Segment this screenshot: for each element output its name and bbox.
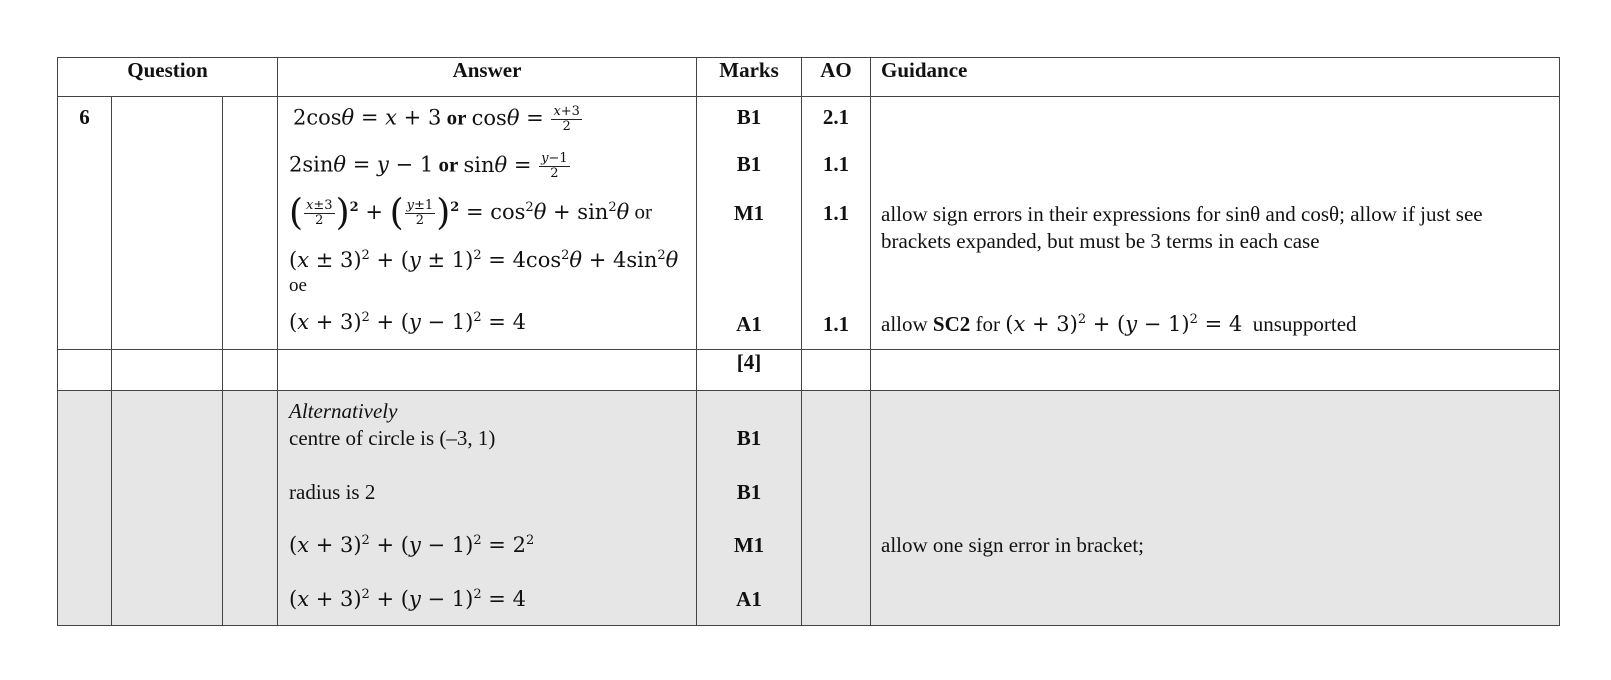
alternative-answer-cell (278, 391, 697, 626)
answer-line-1: 2cosθ = x + 3 or cosθ = $\frac{x+3}{2}$ (293, 104, 580, 134)
total-marks: [4] (697, 350, 802, 391)
answer-oe: oe (289, 275, 307, 296)
alt-mark-4: A1 (736, 587, 762, 611)
answer-line-4: $(x \pm 3)^2 + (y \pm 1)^2 = 4\cos^2\theta + 4\sin^2\theta$ (289, 248, 679, 272)
alternative-radius: radius is 2 (289, 480, 376, 504)
total-row (58, 350, 1560, 391)
answer-header: Answer (278, 58, 697, 97)
answer-line-3: ( $\frac{x\pm 3}{2}$ )$^2$ + ( $\frac{y\pm 1}{2}$ )$^2 = \cos^2\theta + \sin^2\theta$ or (289, 192, 653, 233)
alternative-heading: Alternatively (289, 399, 398, 423)
alternative-guidance-cell (871, 391, 1560, 626)
mark-3: M1 (733, 201, 765, 225)
marks-cell (697, 97, 802, 350)
mark-1: B1 (736, 105, 762, 129)
guidance-header: Guidance (871, 58, 1560, 97)
alt-mark-1: B1 (736, 426, 762, 450)
alt-mark-3: M1 (733, 533, 765, 557)
question-number: 6 (58, 97, 112, 350)
ao-3: 1.1 (822, 201, 850, 225)
answer-line-2: 2sinθ = y − 1 or sinθ = $\frac{y-1}{2}$ (289, 151, 568, 181)
header-row (58, 58, 1560, 97)
guidance-m1: allow sign errors in their expressions for sinθ and cosθ; allow if just see brackets expanded, but must be 3 terms in each case (881, 202, 1483, 253)
guidance-a1: allow SC2 for $(x + 3)^2 + (y - 1)^2 = 4$ unsupported (881, 312, 1357, 336)
marks-header: Marks (697, 58, 802, 97)
ao-header: AO (802, 58, 871, 97)
alternative-guidance-m1: allow one sign error in bracket; (881, 533, 1144, 557)
alt-mark-2: B1 (736, 480, 762, 504)
ao-2: 1.1 (822, 152, 850, 176)
question-subsubpart-cell (223, 97, 278, 350)
question-subpart-cell (112, 97, 223, 350)
ao-1: 2.1 (822, 105, 850, 129)
alternative-row (58, 391, 1560, 626)
mark-2: B1 (736, 152, 762, 176)
question-6-main-row (58, 97, 1560, 350)
mark-4: A1 (736, 312, 762, 336)
alternative-centre: centre of circle is (–3, 1) (289, 426, 496, 450)
ao-4: 1.1 (822, 312, 850, 336)
answer-line-final: $(x + 3)^2 + (y - 1)^2 = 4$ (289, 310, 526, 334)
alternative-equation-2: $(x + 3)^2 + (y - 1)^2 = 4$ (289, 587, 526, 611)
ao-cell (802, 97, 871, 350)
guidance-cell (871, 97, 1560, 350)
alternative-marks-cell (697, 391, 802, 626)
mark-scheme-table (57, 57, 1560, 626)
question-header: Question (58, 58, 278, 97)
alternative-equation-1: $(x + 3)^2 + (y - 1)^2 = 2^2$ (289, 533, 535, 557)
answer-cell (278, 97, 697, 350)
